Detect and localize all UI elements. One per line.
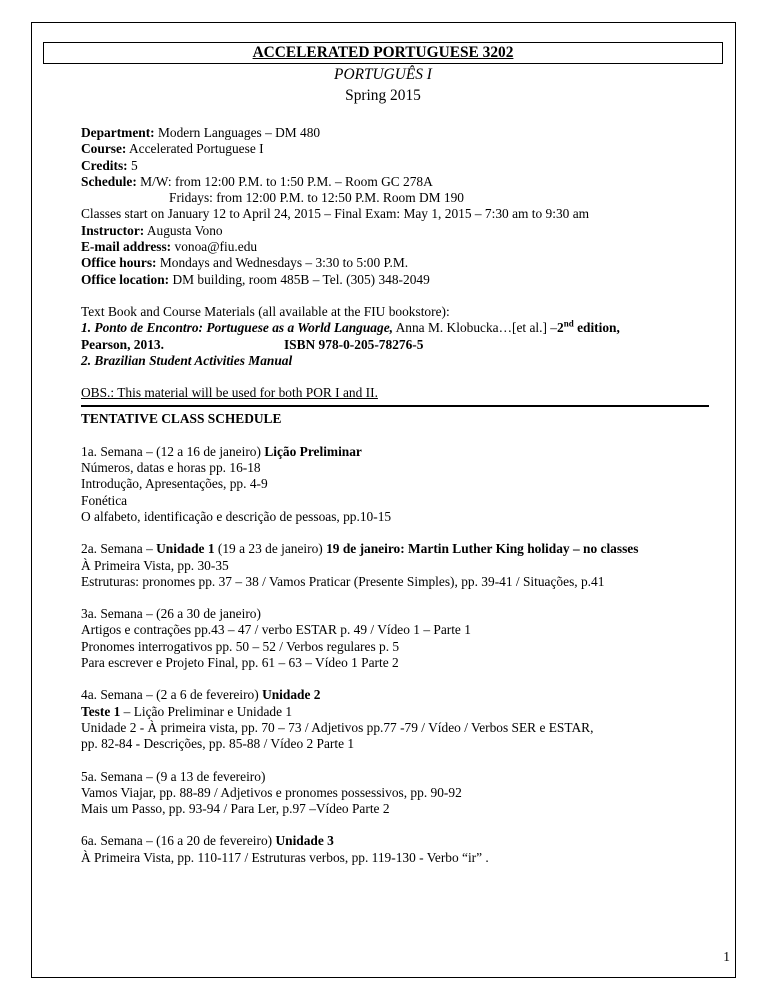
week2-dates: (19 a 23 de janeiro) <box>214 541 327 557</box>
schedule-label: Schedule: <box>81 173 137 189</box>
course-term: Spring 2015 <box>345 87 421 104</box>
week4-test-rest: – Lição Preliminar e Unidade 1 <box>120 703 293 719</box>
book2-title: 2. Brazilian Student Activities Manual <box>81 352 293 368</box>
week6-unit: Unidade 3 <box>275 833 334 849</box>
week2-heading <box>81 541 721 557</box>
week6-head-text: 6a. Semana – (16 a 20 de fevereiro) <box>81 833 276 849</box>
week1-unit: Lição Preliminar <box>264 443 362 459</box>
week6-line: À Primeira Vista, pp. 110-117 / Estruturas verbos, pp. 119-130 - Verbo “ir” . <box>81 849 489 865</box>
course-label: Course: <box>81 141 127 157</box>
materials-obs: OBS.: This material will be used for both POR I and II. <box>81 385 378 401</box>
week4-line: pp. 82-84 - Descrições, pp. 85-88 / Vídeo 2 Parte 1 <box>81 736 355 752</box>
course-title <box>43 42 723 64</box>
classes-dates-line: Classes start on January 12 to April 24, 2015 – Final Exam: May 1, 2015 – 7:30 am to 9:30 am <box>81 206 590 222</box>
week5-heading: 5a. Semana – (9 a 13 de fevereiro) <box>81 768 266 784</box>
week2-line: À Primeira Vista, pp. 30-35 <box>81 557 229 573</box>
email-value: vonoa@fiu.edu <box>171 239 258 255</box>
department-label: Department: <box>81 125 155 140</box>
book1-edition-num: 2 <box>557 320 564 336</box>
office-hours-value: Mondays and Wednesdays – 3:30 to 5:00 P.M. <box>156 255 409 271</box>
email-line <box>81 239 721 255</box>
schedule-heading: TENTATIVE CLASS SCHEDULE <box>81 411 282 427</box>
email-label: E-mail address: <box>81 239 172 255</box>
book1-publisher: Pearson, 2013. <box>81 336 164 352</box>
week2-line: Estruturas: pronomes pp. 37 – 38 / Vamos Praticar (Presente Simples), pp. 39-41 / Situações, p.41 <box>81 573 605 589</box>
book1-edition-sup: nd <box>563 318 574 329</box>
course-subtitle: PORTUGUÊS I <box>334 66 432 83</box>
office-hours-label: Office hours: <box>81 255 157 271</box>
week1-line: Números, datas e horas pp. 16-18 <box>81 460 261 476</box>
week4-heading <box>81 687 721 703</box>
course-line <box>81 141 721 157</box>
week2-unit: Unidade 1 <box>156 541 215 557</box>
week2-head-text: 2a. Semana – <box>81 541 157 557</box>
week6-heading <box>81 833 721 849</box>
instructor-line <box>81 223 721 239</box>
instructor-value: Augusta Vono <box>144 222 223 238</box>
week4-test-label: Teste 1 <box>81 703 121 719</box>
week1-line: Fonética <box>81 492 128 508</box>
week2-holiday: 19 de janeiro: Martin Luther King holiday – no classes <box>326 541 639 557</box>
week3-line: Para escrever e Projeto Final, pp. 61 – 63 – Vídeo 1 Parte 2 <box>81 655 399 671</box>
week1-line: O alfabeto, identificação e descrição de pessoas, pp.10-15 <box>81 508 392 524</box>
schedule-fridays-line: Fridays: from 12:00 P.M. to 12:50 P.M. Room DM 190 <box>169 190 464 206</box>
schedule-line <box>81 174 721 190</box>
course-value: Accelerated Portuguese I <box>126 141 264 157</box>
credits-label: Credits: <box>81 157 128 173</box>
week3-line: Pronomes interrogativos pp. 50 – 52 / Verbos regulares p. 5 <box>81 638 400 654</box>
section-divider <box>81 405 709 407</box>
department-value: Modern Languages – DM 480 <box>154 125 321 140</box>
book1-authors: Anna M. Klobucka…[et al.] – <box>393 320 557 336</box>
week4-test-line <box>81 704 721 720</box>
week1-line: Introdução, Apresentações, pp. 4-9 <box>81 476 268 492</box>
book1-publisher-line <box>81 337 721 353</box>
week1-heading <box>81 444 721 460</box>
materials-intro: Text Book and Course Materials (all available at the FIU bookstore): <box>81 303 450 319</box>
book1-line <box>81 320 721 336</box>
week4-head-text: 4a. Semana – (2 a 6 de fevereiro) <box>81 687 263 703</box>
week5-line: Vamos Viajar, pp. 88-89 / Adjetivos e pronomes possessivos, pp. 90-92 <box>81 784 462 800</box>
book1-isbn: ISBN 978-0-205-78276-5 <box>283 336 424 352</box>
instructor-label: Instructor: <box>81 222 145 238</box>
credits-line <box>81 158 721 174</box>
credits-value: 5 <box>127 157 138 173</box>
office-location-value: DM building, room 485B – Tel. (305) 348-2049 <box>169 271 430 287</box>
week3-line: Artigos e contrações pp.43 – 47 / verbo ESTAR p. 49 / Vídeo 1 – Parte 1 <box>81 622 471 638</box>
office-location-label: Office location: <box>81 271 170 287</box>
page-number: 1 <box>723 949 730 964</box>
book1-edition-word: edition, <box>573 320 620 336</box>
week4-unit: Unidade 2 <box>262 687 321 703</box>
office-hours-line <box>81 255 721 271</box>
week5-line: Mais um Passo, pp. 93-94 / Para Ler, p.97 –Vídeo Parte 2 <box>81 801 390 817</box>
document-body <box>81 125 721 866</box>
office-location-line <box>81 272 721 288</box>
week4-line: Unidade 2 - À primeira vista, pp. 70 – 73 / Adjetivos pp.77 -79 / Vídeo / Verbos SER e ESTAR, <box>81 719 594 735</box>
book1-title: 1. Ponto de Encontro: Portuguese as a World Language, <box>81 320 393 336</box>
course-title-text: ACCELERATED PORTUGUESE 3202 <box>252 44 514 61</box>
week3-heading: 3a. Semana – (26 a 30 de janeiro) <box>81 606 261 622</box>
department-line <box>81 125 721 141</box>
week1-head-text: 1a. Semana – (12 a 16 de janeiro) <box>81 443 265 459</box>
schedule-value: M/W: from 12:00 P.M. to 1:50 P.M. – Room GC 278A <box>136 173 433 189</box>
